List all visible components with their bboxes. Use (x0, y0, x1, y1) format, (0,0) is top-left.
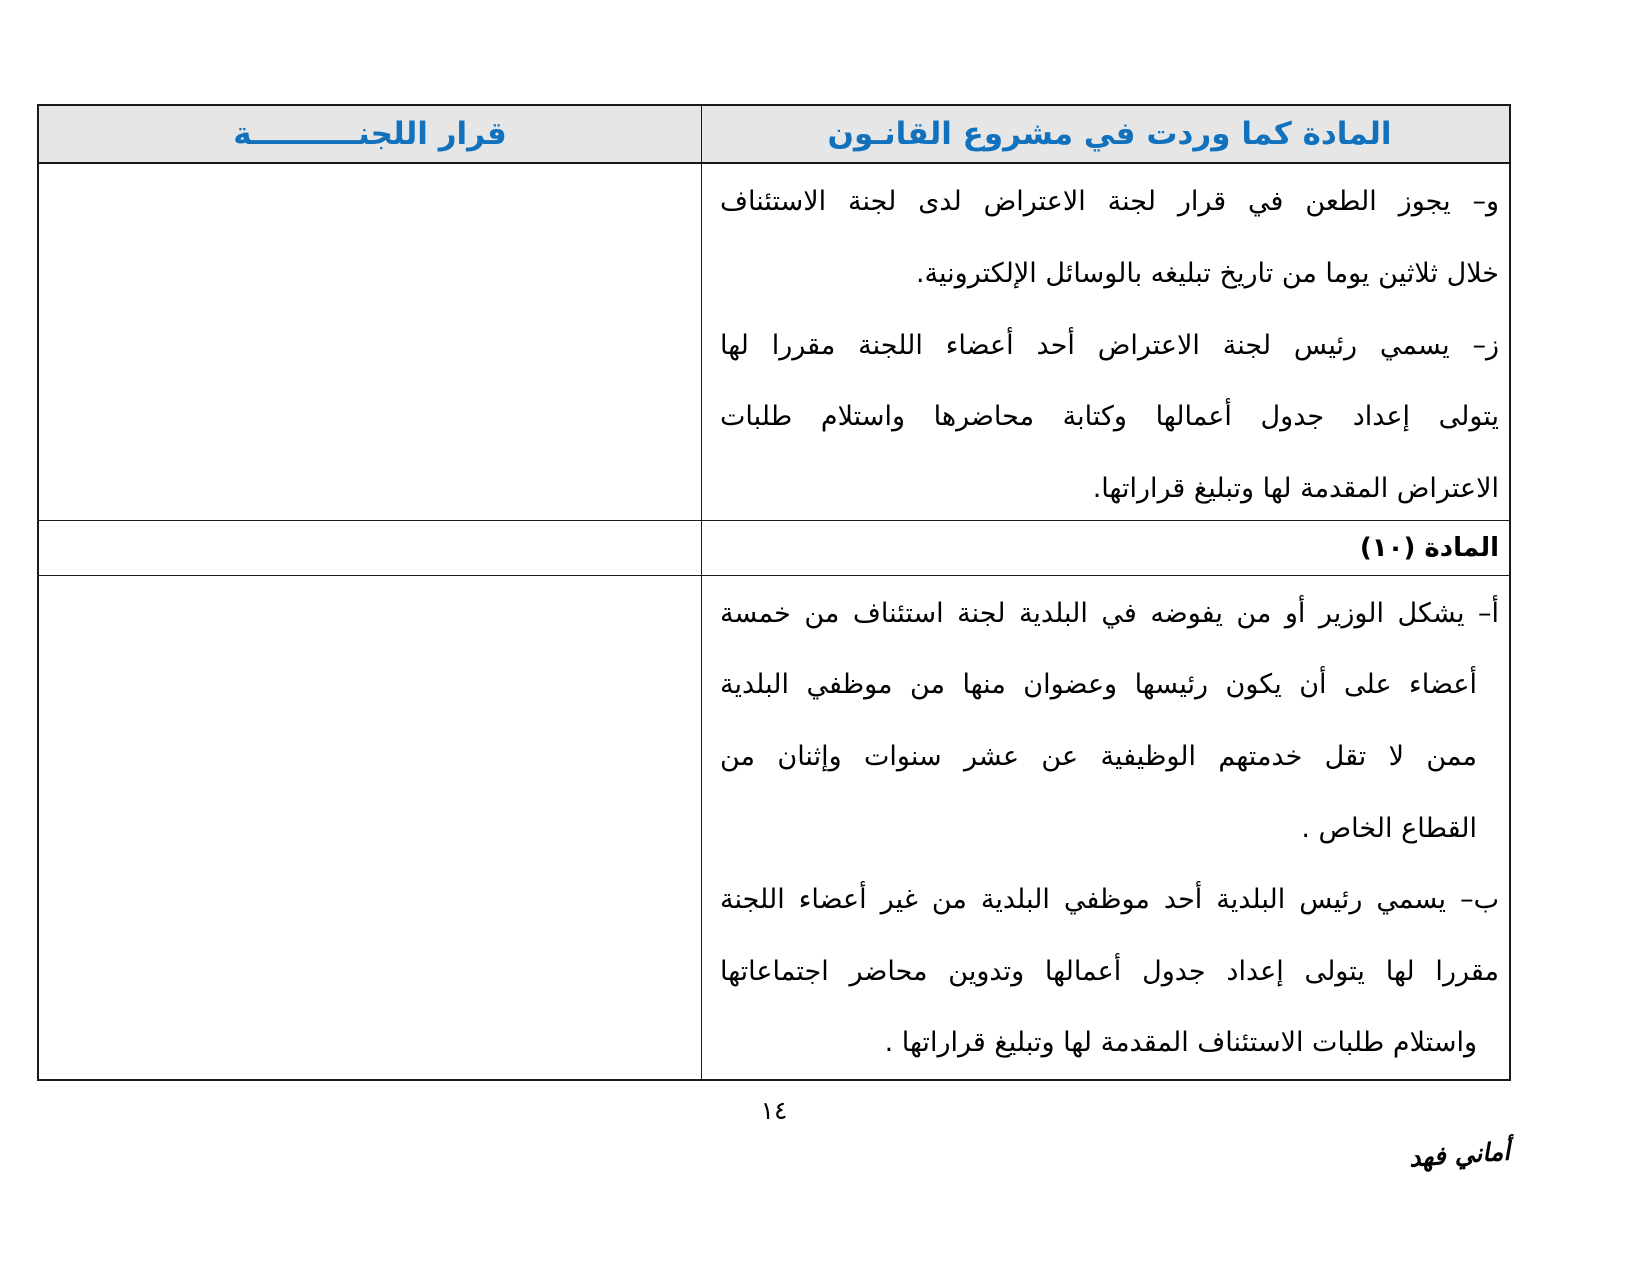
law-text-cell (701, 164, 1509, 520)
law-text-line: واستلام طلبات الاستئناف المقدمة لها وتبليغ قراراتها . (884, 1027, 1477, 1059)
page-number: ١٤ (760, 1096, 788, 1125)
law-text-line: أ– يشكل الوزير أو من يفوضه في البلدية لجنة استئناف من خمسة (720, 597, 1499, 629)
law-text-line: يتولى إعداد جدول أعمالها وكتابة محاضرها واستلام طلبات (720, 401, 1499, 433)
committee-decision-cell (39, 576, 701, 1079)
law-text-line: القطاع الخاص . (1301, 812, 1477, 844)
law-text-line: خلال ثلاثين يوما من تاريخ تبليغه بالوسائل الإلكترونية. (915, 257, 1499, 289)
law-text-cell (701, 576, 1509, 1079)
law-text-line: أعضاء على أن يكون رئيسها وعضوان منها من موظفي البلدية (720, 669, 1477, 701)
law-text-line: ممن لا تقل خدمتهم الوظيفية عن عشر سنوات وإثنان من (720, 741, 1477, 773)
committee-decision-cell (39, 521, 701, 574)
table-row-article9-clauses (39, 162, 1509, 520)
table-row-article10-heading (39, 520, 1509, 574)
law-text-line: ب– يسمي رئيس البلدية أحد موظفي البلدية من غير أعضاء اللجنة (720, 884, 1499, 916)
table-row-article10-clauses (39, 575, 1509, 1079)
article-heading: المادة (١٠) (1359, 533, 1499, 564)
law-text-line: مقررا لها يتولى إعداد جدول أعمالها وتدوين محاضر اجتماعاتها (720, 955, 1499, 987)
law-comparison-table (37, 104, 1511, 1081)
header-law-column: المادة كما وردت في مشروع القانـون (701, 106, 1509, 162)
law-text-line: الاعتراض المقدمة لها وتبليغ قراراتها. (1092, 472, 1499, 504)
committee-decision-cell (39, 164, 701, 520)
handwritten-signature: أماني فهد (1408, 1136, 1511, 1173)
law-text-line: و– يجوز الطعن في قرار لجنة الاعتراض لدى لجنة الاستئناف (720, 186, 1499, 218)
table-header-row (39, 106, 1509, 162)
law-text-cell (701, 521, 1509, 574)
law-text-line: ز– يسمي رئيس لجنة الاعتراض أحد أعضاء اللجنة مقررا لها (720, 329, 1499, 361)
header-committee-column: قرار اللجنــــــــــة (233, 116, 507, 153)
